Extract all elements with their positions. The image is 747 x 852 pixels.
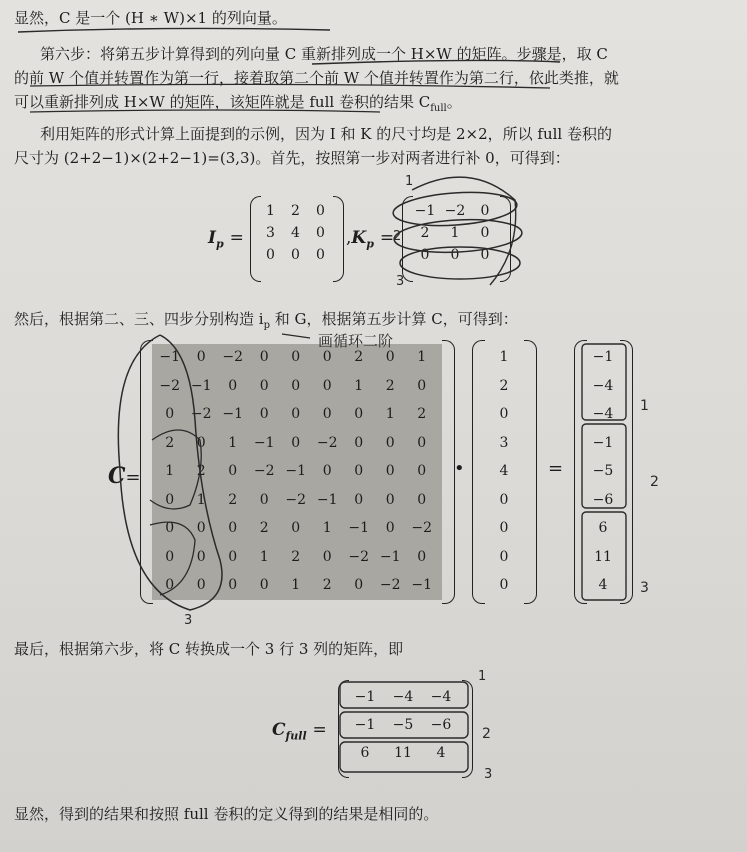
ipvec-cell-8-0: 0 xyxy=(499,577,509,593)
g-cell-7-5: 0 xyxy=(322,548,332,565)
g-cell-1-0: −2 xyxy=(159,377,181,394)
cvec-cell-8-0: 4 xyxy=(598,577,608,593)
cfull-cell-0-2: −4 xyxy=(430,689,452,705)
kp-matrix xyxy=(410,200,500,266)
kp-label-main: K xyxy=(351,228,367,248)
ipvec-cell-4-0: 4 xyxy=(499,463,509,479)
text-line-5: 利用矩阵的形式计算上面提到的示例，因为 I 和 K 的尺寸均是 2×2，所以 full 卷积的 xyxy=(40,125,612,143)
cfull-cell-2-0: 6 xyxy=(360,745,370,761)
ipvec-cell-1-0: 2 xyxy=(499,377,509,394)
g-cell-1-3: 0 xyxy=(259,377,269,394)
g-cell-1-4: 0 xyxy=(291,377,301,394)
g-cell-4-0: 1 xyxy=(165,463,175,479)
g-cell-3-3: −1 xyxy=(253,434,275,451)
ip-equals: = xyxy=(229,228,244,248)
g-cell-4-5: 0 xyxy=(322,463,332,479)
g-cell-6-6: −1 xyxy=(348,520,370,536)
g-cell-4-8: 0 xyxy=(417,463,427,479)
g-cell-7-3: 1 xyxy=(259,548,269,565)
g-cell-4-6: 0 xyxy=(354,463,364,479)
g-cell-5-2: 2 xyxy=(228,491,238,508)
ipvec-cell-0-0: 1 xyxy=(499,349,509,365)
g-cell-2-7: 1 xyxy=(385,406,395,422)
g-cell-7-1: 0 xyxy=(196,548,206,565)
g-cell-0-1: 0 xyxy=(196,349,206,365)
cfull-cell-0-1: −4 xyxy=(392,689,414,705)
cfull-cell-2-2: 4 xyxy=(436,745,446,761)
cfull-label-sub: full xyxy=(285,729,307,743)
g-cell-0-7: 0 xyxy=(385,349,395,365)
ip-cell-0-0: 1 xyxy=(266,203,275,219)
multiply-dot: • xyxy=(454,458,465,479)
g-cell-2-1: −2 xyxy=(190,406,212,422)
g-cell-5-8: 0 xyxy=(417,491,427,508)
cfull-cell-0-0: −1 xyxy=(354,689,376,705)
g-cell-0-2: −2 xyxy=(222,349,244,365)
g-cell-8-5: 2 xyxy=(322,577,332,593)
g-cell-3-5: −2 xyxy=(316,434,338,451)
cvec-cell-4-0: −5 xyxy=(592,463,614,479)
g-cell-3-2: 1 xyxy=(228,434,238,451)
g-cell-6-2: 0 xyxy=(228,520,238,536)
text-line-7-sub: p xyxy=(263,320,270,331)
g-cell-2-4: 0 xyxy=(291,406,301,422)
g-cell-8-8: −1 xyxy=(411,577,433,593)
g-cell-7-0: 0 xyxy=(165,548,175,565)
g-cell-0-4: 0 xyxy=(291,349,301,365)
ip-cell-2-1: 0 xyxy=(291,247,300,263)
text-line-4-end: 。 xyxy=(446,93,462,111)
ip-vector-bracket-right xyxy=(524,340,537,604)
g-cell-0-5: 0 xyxy=(322,349,332,365)
ip-label-main: I xyxy=(208,228,216,248)
kp-mark-2: 2 xyxy=(393,229,402,244)
ip-cell-2-2: 0 xyxy=(316,247,325,263)
g-cell-8-0: 0 xyxy=(165,577,175,593)
g-cell-8-2: 0 xyxy=(228,577,238,593)
cfull-label-main: C xyxy=(272,720,286,740)
g-cell-4-7: 0 xyxy=(385,463,395,479)
text-line-9: 显然，得到的结果和按照 full 卷积的定义得到的结果是相同的。 xyxy=(14,805,439,823)
c-label xyxy=(108,463,141,489)
g-cell-1-5: 0 xyxy=(322,377,332,394)
ip-cell-0-1: 2 xyxy=(291,203,300,219)
g-cell-4-1: 2 xyxy=(196,463,206,479)
g-cell-2-3: 0 xyxy=(259,406,269,422)
g-cell-0-0: −1 xyxy=(159,349,181,365)
text-line-6: 尺寸为 (2+2−1)×(2+2−1)=(3,3)。首先，按照第一步对两者进行补 0，可得到： xyxy=(14,149,570,167)
g-cell-3-7: 0 xyxy=(385,434,395,451)
g-cell-3-0: 2 xyxy=(165,434,175,451)
ip-cell-1-2: 0 xyxy=(316,225,325,241)
g-cell-0-3: 0 xyxy=(259,349,269,365)
kp-equals: = xyxy=(379,228,395,248)
kp-cell-2-2: 0 xyxy=(480,247,490,263)
ipvec-cell-3-0: 3 xyxy=(499,434,509,451)
cvec-cell-5-0: −6 xyxy=(592,491,614,508)
g-cell-1-2: 0 xyxy=(228,377,238,394)
cfull-bracket-right xyxy=(462,680,473,778)
c-mark-2: 2 xyxy=(650,474,659,490)
ip-matrix xyxy=(258,200,333,266)
g-cell-2-2: −1 xyxy=(222,406,244,422)
g-cell-2-5: 0 xyxy=(322,406,332,422)
g-cell-5-3: 0 xyxy=(259,491,269,508)
text-line-4 xyxy=(14,92,462,119)
c-equals: = xyxy=(125,467,141,488)
g-cell-4-4: −1 xyxy=(285,463,307,479)
cfull-label xyxy=(272,720,327,742)
g-cell-6-3: 2 xyxy=(259,520,269,536)
g-cell-5-1: 1 xyxy=(196,491,206,508)
ipvec-cell-7-0: 0 xyxy=(499,548,509,565)
kp-mark-1: 1 xyxy=(405,174,414,189)
g-cell-0-8: 1 xyxy=(417,349,427,365)
g-cell-8-3: 0 xyxy=(259,577,269,593)
cfull-cell-1-0: −1 xyxy=(354,717,376,733)
kp-bracket-right xyxy=(500,196,511,282)
g-mark-3: 3 xyxy=(184,613,193,628)
g-cell-1-8: 0 xyxy=(417,377,427,394)
ip-vector xyxy=(484,346,524,596)
g-cell-1-7: 2 xyxy=(385,377,395,394)
cvec-cell-1-0: −4 xyxy=(592,377,614,394)
kp-comma: , xyxy=(346,228,352,248)
g-cell-8-4: 1 xyxy=(291,577,301,593)
ipvec-cell-5-0: 0 xyxy=(499,491,509,508)
ip-bracket-right xyxy=(333,196,344,282)
text-line-4-main: 可以重新排列成 H×W 的矩阵，该矩阵就是 full 卷积的结果 C xyxy=(14,93,431,111)
ip-cell-1-1: 4 xyxy=(291,225,300,241)
c-mark-1: 1 xyxy=(640,398,649,414)
g-cell-4-2: 0 xyxy=(228,463,238,479)
g-cell-5-4: −2 xyxy=(285,491,307,508)
ip-cell-0-2: 0 xyxy=(316,203,325,219)
ipvec-cell-2-0: 0 xyxy=(499,406,509,422)
g-cell-3-1: 0 xyxy=(196,434,206,451)
g-cell-7-4: 2 xyxy=(291,548,301,565)
g-cell-3-4: 0 xyxy=(291,434,301,451)
cfull-equals: = xyxy=(312,720,327,740)
g-cell-6-1: 0 xyxy=(196,520,206,536)
c-mark-3: 3 xyxy=(640,580,649,596)
cfull-cell-1-1: −5 xyxy=(392,717,414,733)
handwritten-note: 画循环二阶 xyxy=(318,332,394,350)
kp-cell-1-0: 2 xyxy=(420,225,430,241)
g-cell-1-6: 1 xyxy=(354,377,364,394)
g-cell-6-5: 1 xyxy=(322,520,332,536)
text-line-7-end: 和 G，根据第五步计算 C，可得到： xyxy=(269,310,518,328)
text-line-7-main: 然后，根据第二、三、四步分别构造 i xyxy=(14,310,264,328)
c-vector-bracket-right xyxy=(620,340,633,604)
g-cell-2-8: 2 xyxy=(417,406,427,422)
g-cell-3-6: 0 xyxy=(354,434,364,451)
g-matrix xyxy=(154,346,438,596)
g-cell-5-6: 0 xyxy=(354,491,364,508)
g-cell-5-5: −1 xyxy=(316,491,338,508)
cfull-mark-1: 1 xyxy=(478,669,487,684)
g-cell-7-7: −1 xyxy=(379,548,401,565)
cfull-cell-1-2: −6 xyxy=(430,717,452,733)
g-cell-8-1: 0 xyxy=(196,577,206,593)
c-label-main: C xyxy=(108,463,126,489)
g-cell-5-7: 0 xyxy=(385,491,395,508)
g-cell-6-7: 0 xyxy=(385,520,395,536)
g-cell-2-0: 0 xyxy=(165,406,175,422)
kp-cell-0-2: 0 xyxy=(480,203,490,219)
kp-cell-0-0: −1 xyxy=(414,203,436,219)
kp-cell-1-1: 1 xyxy=(450,225,460,241)
ip-cell-2-0: 0 xyxy=(266,247,275,263)
cfull-cell-2-1: 11 xyxy=(394,745,412,761)
cfull-matrix xyxy=(346,686,460,764)
g-cell-2-6: 0 xyxy=(354,406,364,422)
g-cell-4-3: −2 xyxy=(253,463,275,479)
cvec-cell-3-0: −1 xyxy=(592,434,614,451)
text-line-3: 的前 W 个值并转置作为第一行，接着取第二个前 W 个值并转置作为第二行，依此类推，就 xyxy=(14,69,619,87)
c-vector-equals: = xyxy=(548,458,564,479)
g-cell-6-0: 0 xyxy=(165,520,175,536)
cvec-cell-6-0: 6 xyxy=(598,520,608,536)
c-vector xyxy=(586,346,620,596)
cvec-cell-2-0: −4 xyxy=(592,406,614,422)
g-cell-6-4: 0 xyxy=(291,520,301,536)
g-cell-8-6: 0 xyxy=(354,577,364,593)
text-line-7 xyxy=(14,309,518,336)
text-line-1: 显然，C 是一个 (H ∗ W)×1 的列向量。 xyxy=(14,9,287,27)
kp-cell-2-0: 0 xyxy=(420,247,430,263)
text-line-4-sub: full xyxy=(430,103,447,114)
ip-cell-1-0: 3 xyxy=(266,225,275,241)
ip-label xyxy=(208,228,244,250)
g-cell-7-2: 0 xyxy=(228,548,238,565)
kp-cell-0-1: −2 xyxy=(444,203,466,219)
kp-cell-2-1: 0 xyxy=(450,247,460,263)
cfull-mark-2: 2 xyxy=(482,726,491,742)
text-line-2: 第六步：将第五步计算得到的列向量 C 重新排列成一个 H×W 的矩阵。步骤是，取 C xyxy=(40,45,608,63)
g-cell-0-6: 2 xyxy=(354,349,364,365)
cvec-cell-7-0: 11 xyxy=(594,548,612,565)
g-cell-1-1: −1 xyxy=(190,377,212,394)
kp-label xyxy=(346,228,394,250)
cvec-cell-0-0: −1 xyxy=(592,349,614,365)
ipvec-cell-6-0: 0 xyxy=(499,520,509,536)
g-cell-3-8: 0 xyxy=(417,434,427,451)
kp-mark-3: 3 xyxy=(396,274,405,289)
text-line-8: 最后，根据第六步，将 C 转换成一个 3 行 3 列的矩阵，即 xyxy=(14,640,404,658)
cfull-mark-3: 3 xyxy=(484,767,493,782)
g-cell-7-6: −2 xyxy=(348,548,370,565)
g-cell-6-8: −2 xyxy=(411,520,433,536)
g-cell-7-8: 0 xyxy=(417,548,427,565)
ip-label-sub: p xyxy=(215,237,224,251)
kp-label-sub: p xyxy=(366,237,374,251)
kp-cell-1-2: 0 xyxy=(480,225,490,241)
g-cell-5-0: 0 xyxy=(165,491,175,508)
g-cell-8-7: −2 xyxy=(379,577,401,593)
